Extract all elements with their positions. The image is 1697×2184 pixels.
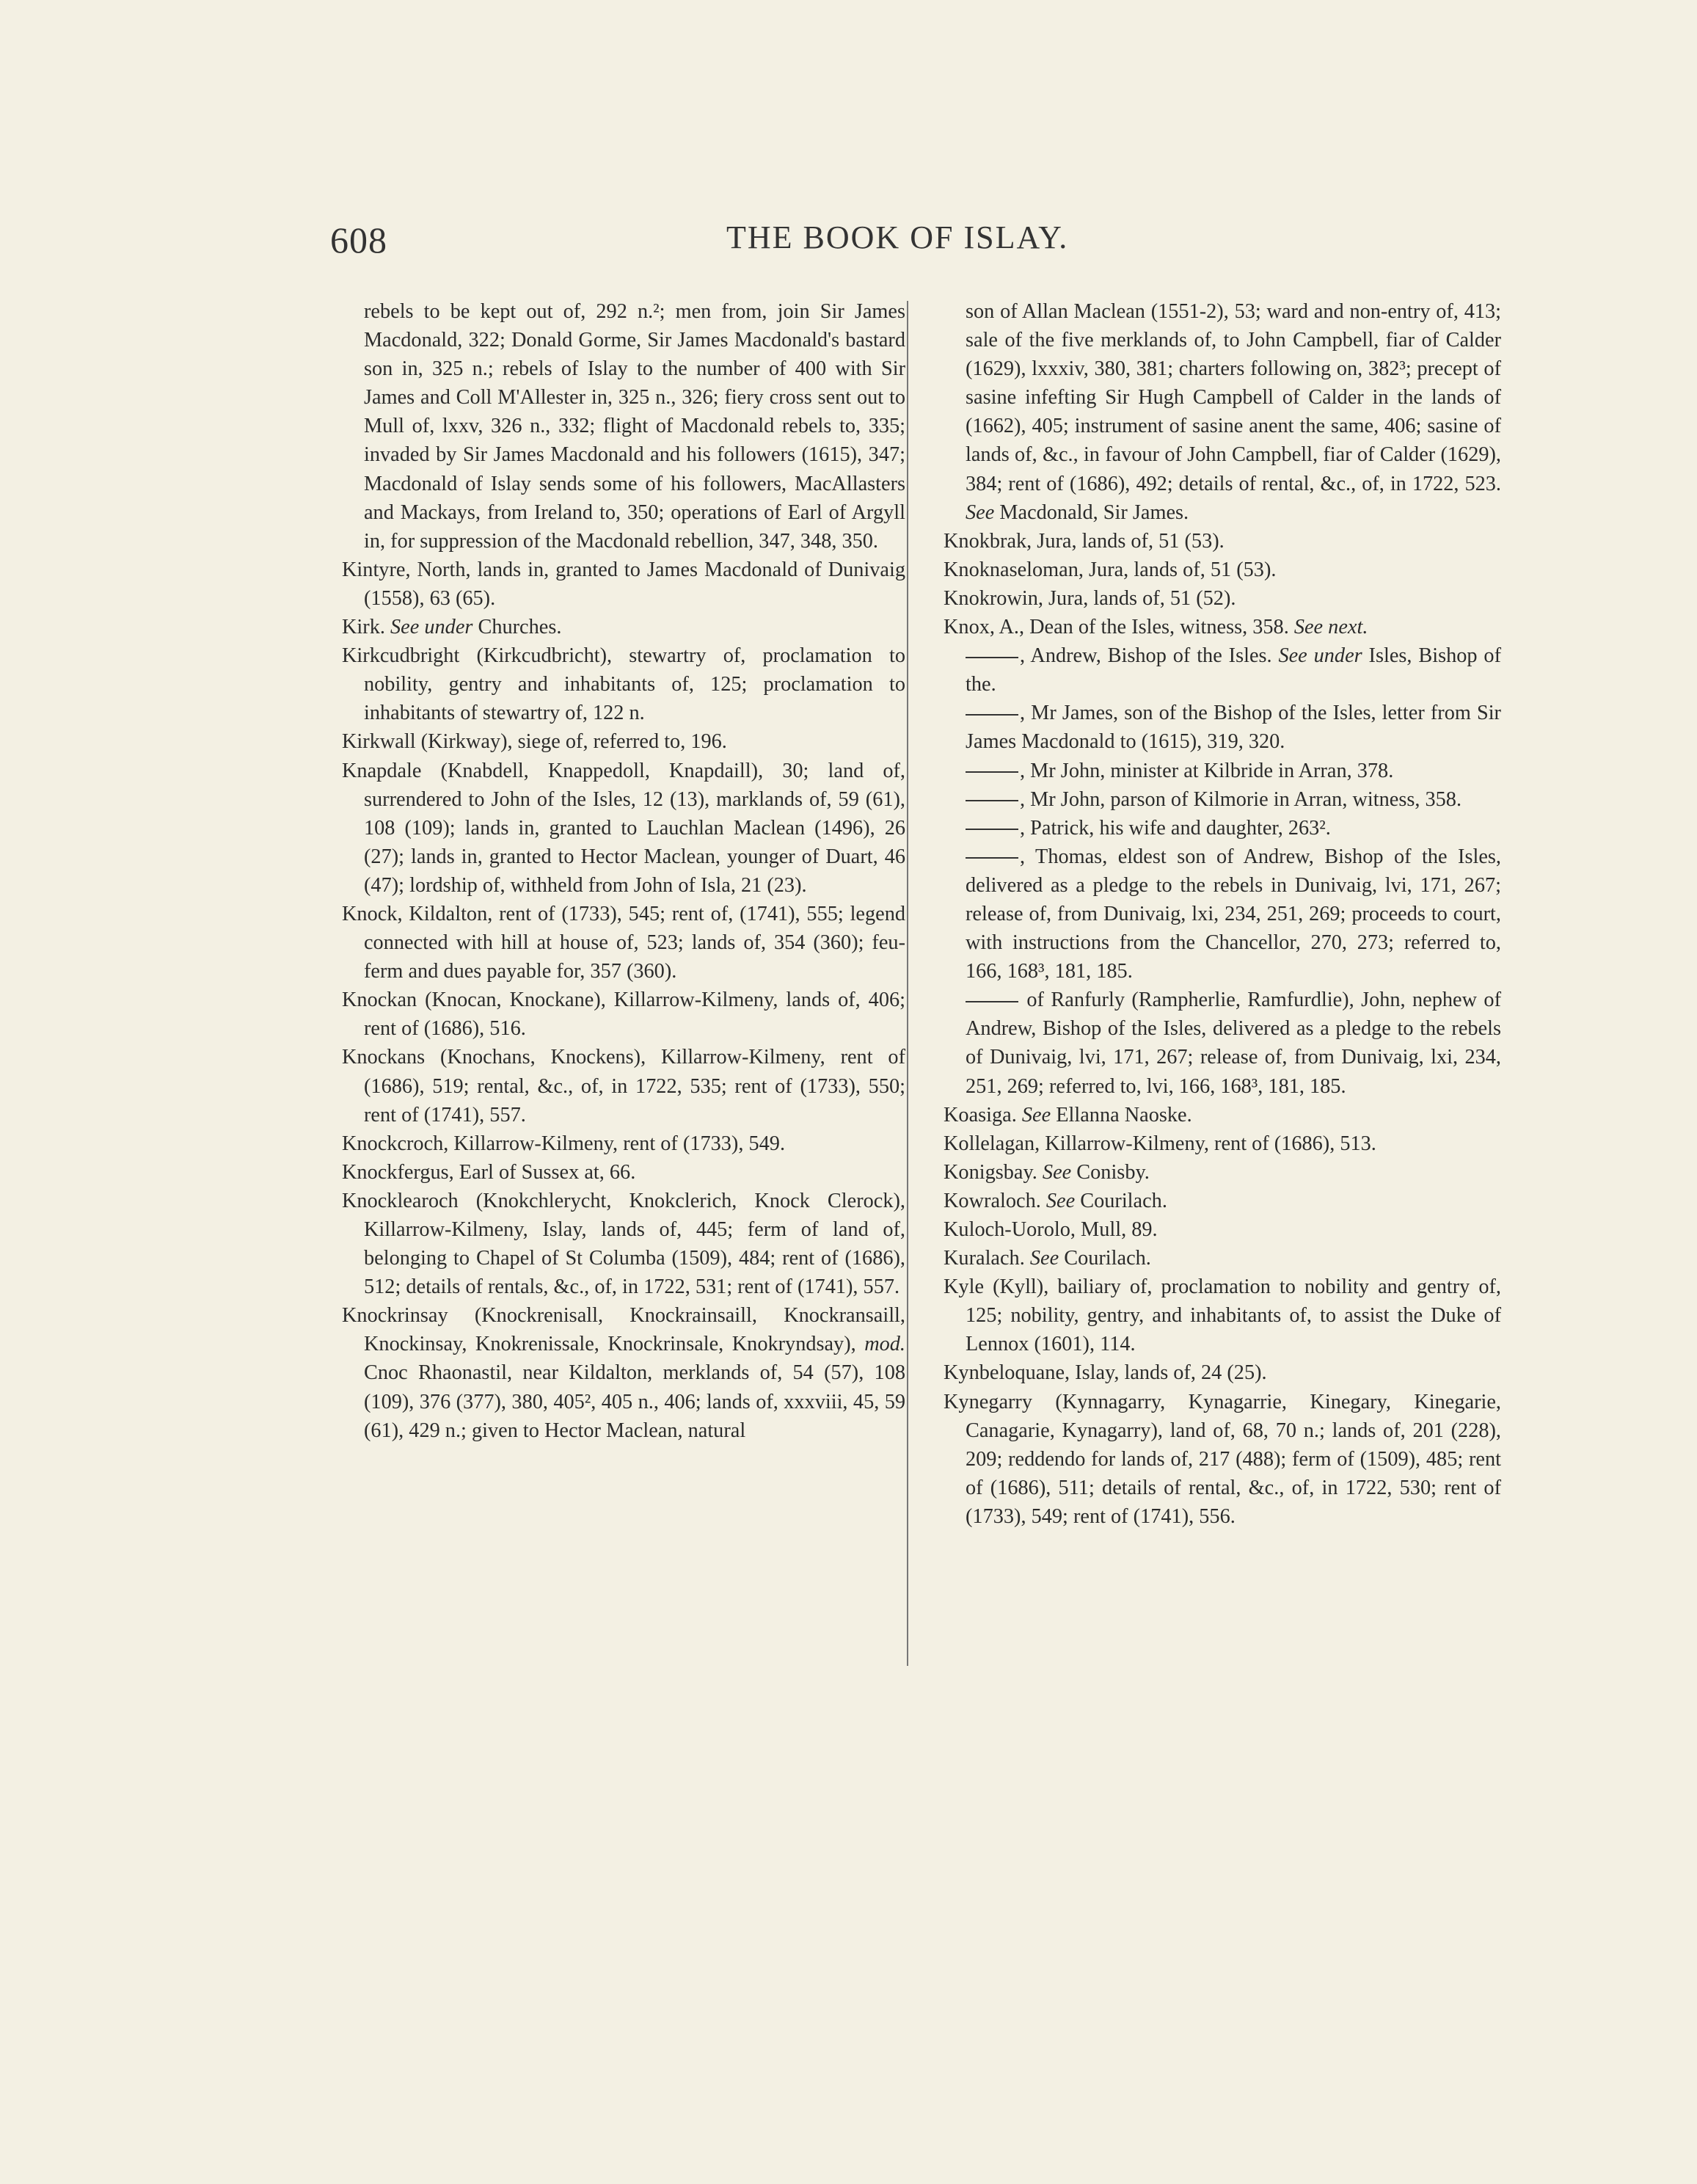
index-subentry: [944, 986, 1501, 1100]
entry-text: , Andrew, Bishop of the Isles.: [1020, 644, 1279, 668]
entry-text: Ellanna Naoske.: [1051, 1103, 1192, 1126]
index-entry: [342, 1187, 905, 1301]
index-entry: [944, 1129, 1501, 1158]
entry-text: Kynegarry (Kynnagarry, Kynagarrie, Kinegary, Kinegarie, Canagarie, Kynagarry), land of, 68, 70 n.; lands of, 201 (228), 209; reddendo for lands of, 217 (488); ferm of (1509), 485; rent of (1686), 511; details of rental, &c., of, in 1722, 530; rent of (1733), 549; rent of (1741), 556.: [944, 1390, 1501, 1528]
entry-text: Knoknaseloman, Jura, lands of, 51 (53).: [944, 558, 1277, 581]
index-entry: [342, 1158, 905, 1187]
repeat-dash: [966, 714, 1018, 716]
running-title: THE BOOK OF ISLAY.: [726, 219, 1069, 255]
entry-text: , Patrick, his wife and daughter, 263².: [1020, 816, 1331, 840]
entry-text: Kuralach.: [944, 1247, 1030, 1270]
index-entry: [944, 527, 1501, 556]
entry-text: Kintyre, North, lands in, granted to James Macdonald of Dunivaig (1558), 63 (65).: [342, 558, 905, 610]
entry-text: Kyle (Kyll), bailiary of, proclamation to nobility and gentry of, 125; nobility, gentry, and inhabitants of, to assist the Duke of Lennox (1601), 114.: [944, 1275, 1501, 1356]
cross-reference: See: [1042, 1160, 1072, 1184]
repeat-dash: [966, 857, 1018, 859]
index-entry: [342, 727, 905, 756]
page-number: 608: [330, 219, 387, 261]
entry-text: Isles, Bishop of the.: [966, 644, 1501, 696]
column-divider: [907, 301, 908, 1666]
index-entry: [944, 1158, 1501, 1187]
entry-text: Cnoc Rhaonastil, near Kildalton, merklands of, 54 (57), 108 (109), 376 (377), 380, 405², 405 n., 406; lands of, xxxviii, 45, 59 (61), 429 n.; given to Hector Maclean, natural: [364, 1361, 905, 1442]
cross-reference: See: [966, 500, 995, 524]
entry-text: Knokrowin, Jura, lands of, 51 (52).: [944, 586, 1236, 610]
entry-text: Kollelagan, Killarrow-Kilmeny, rent of (1686), 513.: [944, 1132, 1376, 1155]
cross-reference: See under: [390, 616, 473, 639]
entry-text: Kirkwall (Kirkway), siege of, referred to, 196.: [342, 730, 727, 754]
cross-reference: See: [1021, 1103, 1051, 1126]
repeat-dash: [966, 1001, 1018, 1002]
entry-text: Knockans (Knochans, Knockens), Killarrow-Kilmeny, rent of (1686), 519; rental, &c., of, in 1722, 535; rent of (1733), 550; rent of (1741), 557.: [342, 1046, 905, 1126]
entry-text: , Mr James, son of the Bishop of the Isles, letter from Sir James Macdonald to (1615), 319, 320.: [966, 702, 1501, 754]
index-entry: [944, 1273, 1501, 1358]
cross-reference: See next.: [1293, 616, 1368, 639]
entry-text: , Mr John, parson of Kilmorie in Arran, witness, 358.: [1020, 787, 1462, 811]
entry-text: Kirkcudbright (Kirkcudbricht), stewartry of, proclamation to nobility, gentry and inhabitants of, 125; proclamation to inhabitants of stewartry of, 122 n.: [342, 644, 905, 725]
index-entry: [944, 1215, 1501, 1244]
entry-text: Knokbrak, Jura, lands of, 51 (53).: [944, 529, 1225, 553]
index-entry: [944, 613, 1501, 641]
repeat-dash: [966, 800, 1018, 801]
entry-text: , Thomas, eldest son of Andrew, Bishop of the Isles, delivered as a pledge to the rebels in Dunivaig, lvi, 171, 267; release of, from Dunivaig, lxi, 234, 251, 269; proceeds to court, with instructions from the Chancellor, 270, 273; referred to, 166, 168³, 181, 185.: [966, 845, 1501, 983]
index-entry: [944, 584, 1501, 613]
entry-text: Knapdale (Knabdell, Knappedoll, Knapdaill), 30; land of, surrendered to John of the Isles, 12 (13), marklands of, 59 (61), 108 (109); lands in, granted to Lauchlan Maclean (1496), 26 (27); lands in, granted to Hector Maclean, younger of Duart, 46 (47); lordship of, withheld from John of Isla, 21 (23).: [342, 759, 905, 897]
entry-text: rebels to be kept out of, 292 n.²; men from, join Sir James Macdonald, 322; Donald Gorme, Sir James Macdonald's bastard son in, 325 n.; rebels of Islay to the number of 400 with Sir James and Coll M'Allester in, 325 n., 326; fiery cross sent out to Mull of, lxxv, 326 n., 332; flight of Macdonald rebels to, 335; invaded by Sir James Macdonald and his followers (1615), 347; Macdonald of Islay sends some of his followers, MacAllasters and Mackays, from Ireland to, 350; operations of Earl of Argyll in, for suppression of the Macdonald rebellion, 347, 348, 350.: [364, 300, 905, 553]
index-subentry: [944, 699, 1501, 756]
cross-reference: See under: [1278, 644, 1362, 668]
index-entry: [342, 1301, 905, 1444]
index-entry: [944, 556, 1501, 584]
cross-reference: See: [1045, 1189, 1076, 1212]
index-column-left: [342, 297, 905, 1445]
entry-text: Knock, Kildalton, rent of (1733), 545; rent of, (1741), 555; legend connected with hill at house of, 523; lands of, 354 (360); feu-ferm and dues payable for, 357 (360).: [342, 902, 905, 983]
entry-text: Conisby.: [1071, 1160, 1150, 1184]
index-entry: [342, 641, 905, 727]
repeat-dash: [966, 657, 1018, 658]
repeat-dash: [966, 829, 1018, 830]
entry-text: son of Allan Maclean (1551-2), 53; ward and non-entry of, 413; sale of the five merklands of, to John Campbell, fiar of Calder (1629), lxxxiv, 380, 381; charters following on, 382³; precept of sasine infefting Sir Hugh Campbell of Calder in the lands of (1662), 405; instrument of sasine anent the same, 406; sasine of lands of, &c., in favour of John Campbell, fiar of Calder (1629), 384; rent of (1686), 492; details of rental, &c., of, in 1722, 523.: [966, 300, 1501, 495]
index-entry: [342, 297, 905, 556]
index-column-right: [944, 297, 1501, 1531]
entry-text: Kirk.: [342, 616, 391, 639]
cross-reference: See: [1029, 1247, 1059, 1270]
entry-text: Kuloch-Uorolo, Mull, 89.: [944, 1218, 1158, 1241]
index-entry: [944, 1187, 1501, 1215]
index-entry: [342, 613, 905, 641]
index-entry: [944, 1358, 1501, 1387]
entry-text: Kowraloch.: [944, 1189, 1046, 1212]
index-subentry: [944, 641, 1501, 699]
entry-text: Knocklearoch (Knokchlerycht, Knokclerich, Knock Clerock), Killarrow-Kilmeny, Islay, lands of, 445; ferm of land of, belonging to Chapel of St Columba (1509), 484; rent of (1686), 512; details of rentals, &c., of, in 1722, 531; rent of (1741), 557.: [342, 1189, 905, 1299]
index-entry: [342, 900, 905, 986]
cross-reference: mod.: [864, 1333, 905, 1356]
index-entry: [342, 1043, 905, 1129]
entry-text: Knockfergus, Earl of Sussex at, 66.: [342, 1160, 636, 1184]
index-entry: [944, 1388, 1501, 1531]
index-entry: [944, 1101, 1501, 1129]
entry-text: Knockan (Knocan, Knockane), Killarrow-Kilmeny, lands of, 406; rent of (1686), 516.: [342, 989, 905, 1041]
index-entry: [944, 297, 1501, 527]
index-entry: [342, 1129, 905, 1158]
index-entry: [342, 757, 905, 900]
index-entry: [944, 1244, 1501, 1273]
entry-text: Kynbeloquane, Islay, lands of, 24 (25).: [944, 1361, 1267, 1385]
entry-text: Knox, A., Dean of the Isles, witness, 358.: [944, 616, 1294, 639]
entry-text: Konigsbay.: [944, 1160, 1043, 1184]
entry-text: Courilach.: [1059, 1247, 1151, 1270]
index-entry: [342, 556, 905, 613]
entry-text: Macdonald, Sir James.: [994, 500, 1189, 524]
entry-text: Koasiga.: [944, 1103, 1022, 1126]
index-subentry: [944, 842, 1501, 986]
index-entry: [342, 986, 905, 1043]
entry-text: Courilach.: [1075, 1189, 1167, 1212]
index-subentry: [944, 785, 1501, 814]
index-subentry: [944, 757, 1501, 785]
entry-text: Churches.: [472, 616, 562, 639]
entry-text: Knockcroch, Killarrow-Kilmeny, rent of (1733), 549.: [342, 1132, 786, 1155]
repeat-dash: [966, 771, 1018, 773]
entry-text: , Mr John, minister at Kilbride in Arran, 378.: [1020, 759, 1394, 782]
entry-text: Knockrinsay (Knockrenisall, Knockrainsaill, Knockransaill, Knockinsay, Knokrenissale, Knockrinsale, Knokryndsay),: [342, 1304, 905, 1356]
index-subentry: [944, 814, 1501, 842]
entry-text: of Ranfurly (Rampherlie, Ramfurdlie), John, nephew of Andrew, Bishop of the Isles, delivered as a pledge to the rebels of Dunivaig, lvi, 171, 267; release of, from Dunivaig, lxi, 234, 251, 269; referred to, lvi, 166, 168³, 181, 185.: [966, 989, 1501, 1098]
